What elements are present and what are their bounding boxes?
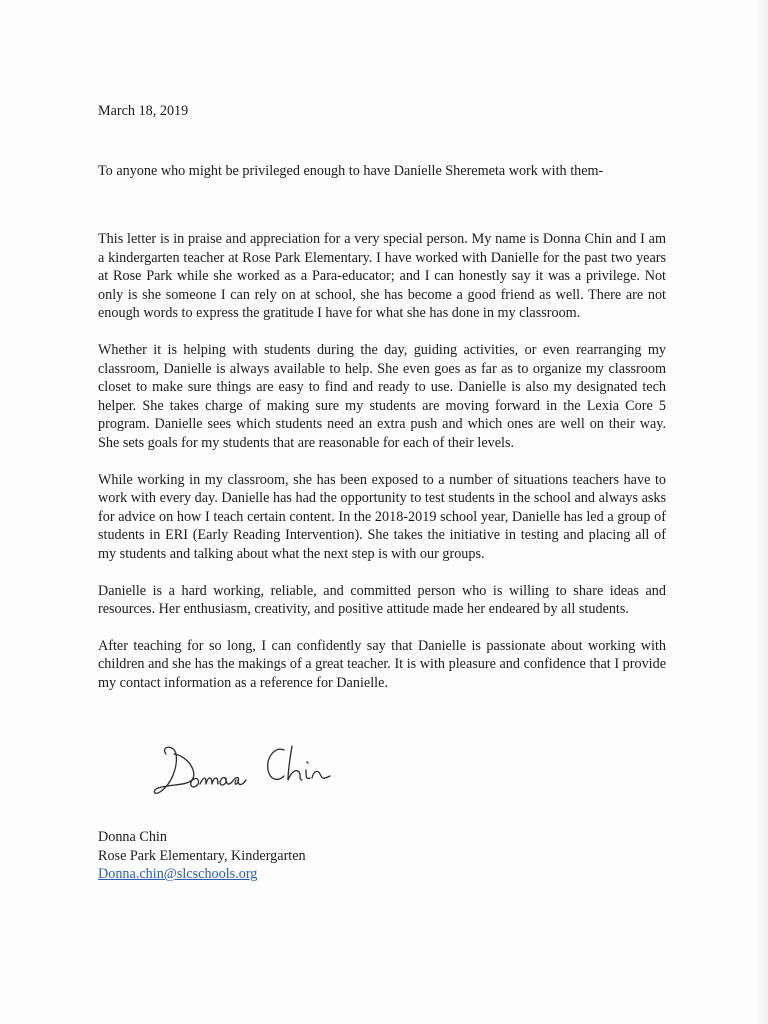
handwritten-signature [152,740,362,806]
sender-title: Rose Park Elementary, Kindergarten [98,847,306,864]
letter-salutation: To anyone who might be privileged enough to have Danielle Sheremeta work with them- [98,163,604,179]
letter-date: March 18, 2019 [98,103,189,119]
paragraph-1: This letter is in praise and appreciation for a very special person. My name is Donna Chin and I am a kindergarten teacher at Rose Park Elementary. I have worked with Danielle for the past two years at Rose Park while she worked as a Para-educator; and I can honestly say it was a privilege. Not only is she someone I can rely on at school, she has become a good friend as well. There are not enough words to express the gratitude I have for what she has done in my classroom. [98,231,666,322]
paragraph-5: After teaching for so long, I can confidently say that Danielle is passionate about working with children and she has the makings of a great teacher. It is with pleasure and confidence that I provide my contact information as a reference for Danielle. [98,637,666,691]
letter-paragraphs [98,230,666,710]
paragraph-4: Danielle is a hard working, reliable, and committed person who is willing to share ideas and resources. Her enthusiasm, creativity, and positive attitude made her endeared by all students. [98,582,666,618]
scan-edge-shadow [754,0,768,1024]
sender-email-link[interactable]: Donna.chin@slcschools.org [98,866,258,883]
closing-block [98,828,306,884]
paragraph-2: Whether it is helping with students during the day, guiding activities, or even rearranging my classroom, Danielle is always available to help. She even goes as far as to organize my classroom closet to make sure things are easy to find and ready to use. Danielle is also my designated tech helper. She takes charge of making sure my students are moving forward in the Lexia Core 5 program. Danielle sees which students need an extra push and which ones are well on their way. She sets goals for my students that are reasonable for each of their levels. [98,341,666,451]
letter-body-block [98,102,666,691]
sender-name: Donna Chin [98,829,167,845]
paragraph-3: While working in my classroom, she has been exposed to a number of situations teachers have to work with every day. Danielle has had the opportunity to test students in the school and always asks for advice on how I teach certain content. In the 2018-2019 school year, Danielle has led a group of students in ERI (Early Reading Intervention). She takes the initiative in testing and placing all of my students and talking about what the next step is with our groups. [98,471,666,562]
